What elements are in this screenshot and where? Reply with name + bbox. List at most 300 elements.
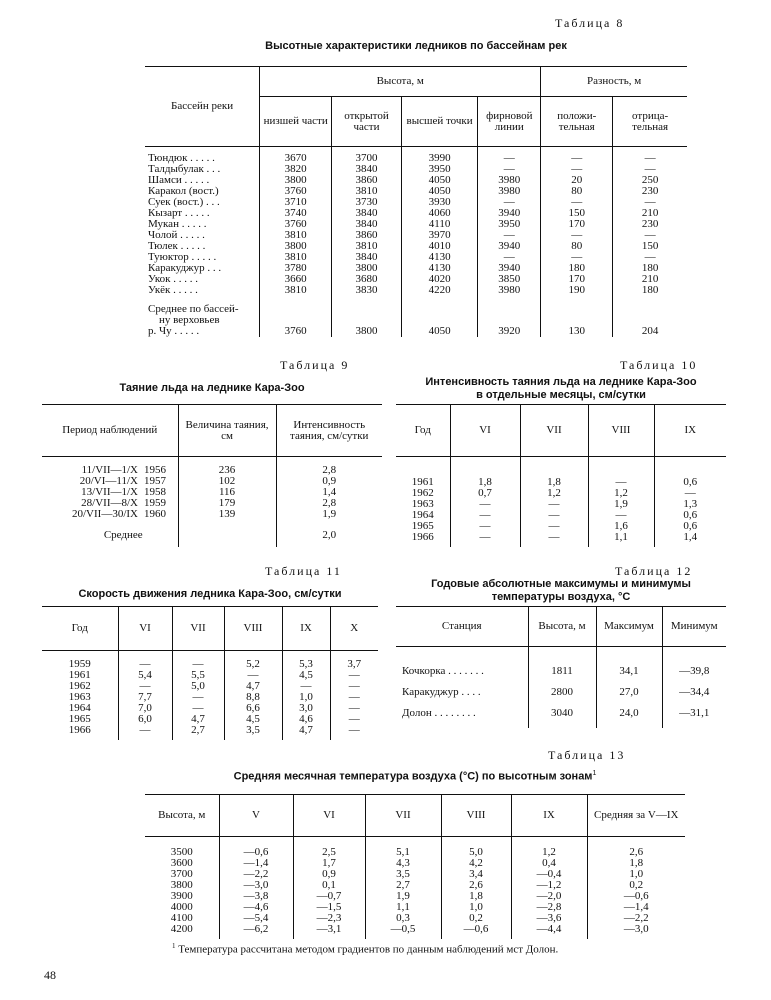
- table-cell: 1,9: [276, 509, 382, 520]
- average-cell: 2,0: [276, 530, 382, 541]
- table-cell: —34,4: [662, 682, 726, 703]
- table13-footnote: [172, 942, 632, 956]
- row-label: 1961: [411, 475, 434, 488]
- basin-name: Суек (вост.) . . .: [148, 195, 220, 208]
- table-cell: 1,1: [588, 532, 654, 543]
- t8-header-neg: отрица-тельная: [613, 97, 687, 147]
- table-cell: 236: [178, 465, 276, 476]
- table-cell: 3,5: [365, 869, 441, 880]
- table-row: [42, 465, 382, 476]
- row-label: 3500: [170, 845, 193, 858]
- period-dates: 11/VII—1/X: [81, 463, 138, 476]
- table-cell: —: [330, 725, 378, 736]
- t8-header-pos: положи-тельная: [541, 97, 613, 147]
- table11-title: Скорость движения ледника Кара-Зоо, см/сутки: [78, 588, 342, 600]
- table-cell: 1,6: [588, 521, 654, 532]
- table-cell: 1,0: [282, 692, 330, 703]
- table10-title: [396, 376, 726, 402]
- table-cell: 3830: [332, 285, 402, 296]
- table-cell: 170: [541, 219, 613, 230]
- table-cell: —0,6: [587, 891, 685, 902]
- table-cell: 8,8: [224, 692, 282, 703]
- table-cell: 5,5: [172, 670, 224, 681]
- table-cell: —: [450, 499, 520, 510]
- table-cell: —: [478, 252, 541, 263]
- table-row: [145, 241, 687, 252]
- t11-header-ix: IX: [282, 607, 330, 651]
- table-cell: 3760: [260, 186, 332, 197]
- table-row: [42, 670, 378, 681]
- table-cell: 179: [178, 498, 276, 509]
- table-cell: 5,2: [224, 659, 282, 670]
- table12-number: Таблица 12: [615, 564, 693, 578]
- row-label: Кочкорка . . . . . . .: [402, 664, 484, 677]
- t13-header-height: Высота, м: [145, 795, 219, 837]
- table-cell: 190: [541, 285, 613, 296]
- table-cell: —: [613, 164, 687, 175]
- table-cell: —0,4: [511, 869, 587, 880]
- table-cell: 3940: [478, 263, 541, 274]
- table-cell: 0,2: [441, 913, 511, 924]
- table-row: [145, 230, 687, 241]
- table-cell: 24,0: [596, 703, 662, 724]
- table10-title-line2: в отдельные месяцы, см/сутки: [476, 389, 646, 401]
- table8-number: Таблица 8: [555, 16, 625, 30]
- table13: [145, 794, 685, 939]
- basin-name: Туюктор . . . . .: [148, 250, 217, 263]
- average-label: ну верховьев: [159, 313, 220, 326]
- table13-number: Таблица 13: [548, 748, 626, 762]
- table-row: [145, 252, 687, 263]
- table-cell: 3,0: [282, 703, 330, 714]
- t8-header-open: открытой части: [332, 97, 402, 147]
- table-cell: 3810: [332, 241, 402, 252]
- t10-header-ix: IX: [654, 405, 726, 457]
- table-cell: 4110: [401, 219, 477, 230]
- table-cell: 1,1: [365, 902, 441, 913]
- table-cell: 1,9: [365, 891, 441, 902]
- table-cell: 0,3: [365, 913, 441, 924]
- table-cell: 4020: [401, 274, 477, 285]
- table-cell: —3,1: [293, 924, 365, 935]
- table-row: [145, 847, 685, 858]
- t10-header-viii: VIII: [588, 405, 654, 457]
- table-row: [145, 913, 685, 924]
- table-row: [145, 274, 687, 285]
- table-row-average: [145, 326, 687, 337]
- table-row: [42, 476, 382, 487]
- table-cell: —: [520, 499, 588, 510]
- t9-header-period: Период наблюдений: [42, 405, 178, 457]
- t13-header-mean: Средняя за V—IX: [587, 795, 685, 837]
- table-cell: 1,2: [588, 488, 654, 499]
- table-row: [145, 924, 685, 935]
- table-cell: 1,8: [587, 858, 685, 869]
- row-label: 4000: [170, 900, 193, 913]
- table12: [396, 606, 726, 728]
- table-cell: —: [541, 164, 613, 175]
- basin-name: Чолой . . . . .: [148, 228, 205, 241]
- table-row: [42, 487, 382, 498]
- t11-header-vi: VI: [118, 607, 172, 651]
- table-cell: —31,1: [662, 703, 726, 724]
- footnote-text: Температура рассчитана методом градиентов по данным наблюдений мст Долон.: [178, 943, 559, 956]
- row-label: 1959: [68, 657, 91, 670]
- table-cell: 3040: [528, 703, 596, 724]
- table-cell: —: [282, 681, 330, 692]
- table-cell: —: [450, 521, 520, 532]
- table-cell: 1,7: [293, 858, 365, 869]
- t8-header-low: низшей части: [260, 97, 332, 147]
- table-cell: 170: [541, 274, 613, 285]
- table-cell: 180: [541, 263, 613, 274]
- average-cell: 3800: [332, 326, 402, 337]
- t13-header-viii: VIII: [441, 795, 511, 837]
- table-cell: 0,4: [511, 858, 587, 869]
- row-label: 1963: [68, 690, 91, 703]
- table-cell: —39,8: [662, 661, 726, 682]
- table-cell: —0,6: [441, 924, 511, 935]
- period-year: 1960: [144, 507, 166, 520]
- table-cell: —: [118, 659, 172, 670]
- period-cell: [42, 498, 178, 509]
- row-label: Долон . . . . . . . .: [402, 706, 476, 719]
- t9-header-int: Интенсивность таяния, см/сутки: [276, 405, 382, 457]
- table-cell: —: [613, 252, 687, 263]
- table-row: [145, 880, 685, 891]
- table-cell: 2,8: [276, 498, 382, 509]
- table-cell: —3,6: [511, 913, 587, 924]
- table-cell: 210: [613, 208, 687, 219]
- table-cell: —: [330, 681, 378, 692]
- table-cell: 4130: [401, 263, 477, 274]
- table-cell: 150: [613, 241, 687, 252]
- period-cell: [42, 487, 178, 498]
- table-cell: 0,1: [293, 880, 365, 891]
- table-cell: 0,6: [654, 510, 726, 521]
- table-cell: —4,6: [219, 902, 293, 913]
- table-cell: 1,3: [654, 499, 726, 510]
- table-cell: 2,6: [587, 847, 685, 858]
- table-row: [42, 498, 382, 509]
- table-cell: 0,7: [450, 488, 520, 499]
- table13-title-footnote-mark: 1: [592, 770, 597, 777]
- table-cell: 3940: [478, 208, 541, 219]
- table-cell: 5,1: [365, 847, 441, 858]
- table-cell: 1,9: [588, 499, 654, 510]
- table-row: [396, 488, 726, 499]
- row-label: 1963: [411, 497, 434, 510]
- table-cell: 3980: [478, 285, 541, 296]
- table-cell: —6,2: [219, 924, 293, 935]
- table-cell: —1,4: [219, 858, 293, 869]
- table-cell: —: [478, 164, 541, 175]
- table-cell: 139: [178, 509, 276, 520]
- table-cell: 3860: [332, 175, 402, 186]
- row-label: Каракуджур . . . .: [402, 685, 481, 698]
- table-cell: 102: [178, 476, 276, 487]
- table-cell: 0,2: [587, 880, 685, 891]
- table-cell: 80: [541, 186, 613, 197]
- table-cell: 5,4: [118, 670, 172, 681]
- table-row: [145, 263, 687, 274]
- table-cell: 2,7: [172, 725, 224, 736]
- table-cell: 3660: [260, 274, 332, 285]
- table9: [42, 404, 382, 547]
- table-cell: 230: [613, 219, 687, 230]
- table12-title: [396, 578, 726, 604]
- table-row: [145, 285, 687, 296]
- row-label: 3700: [170, 867, 193, 880]
- row-label: 1962: [68, 679, 91, 692]
- table-cell: 1,4: [654, 532, 726, 543]
- average-cell: 4050: [401, 326, 477, 337]
- table-cell: 4220: [401, 285, 477, 296]
- table8-title: Высотные характеристики ледников по бассейнам рек: [265, 40, 567, 52]
- table-cell: —: [588, 477, 654, 488]
- table-cell: —1,2: [511, 880, 587, 891]
- row-label: 3800: [170, 878, 193, 891]
- t13-header-vii: VII: [365, 795, 441, 837]
- table-row: [145, 902, 685, 913]
- footnote-mark: 1: [172, 942, 176, 950]
- table-cell: —1,4: [587, 902, 685, 913]
- table-cell: 4,3: [365, 858, 441, 869]
- t8-header-high: высшей точки: [401, 97, 477, 147]
- row-label: 1961: [68, 668, 91, 681]
- table-cell: 3780: [260, 263, 332, 274]
- table-cell: 230: [613, 186, 687, 197]
- period-dates: 20/VI—11/X: [79, 474, 138, 487]
- basin-name: Каракуджур . . .: [148, 261, 222, 274]
- table-cell: —2,2: [219, 869, 293, 880]
- row-label: 4100: [170, 911, 193, 924]
- table-cell: 1,0: [587, 869, 685, 880]
- table-row: [396, 521, 726, 532]
- table-cell: 3730: [332, 197, 402, 208]
- table-cell: 3860: [332, 230, 402, 241]
- table-cell: 3940: [478, 241, 541, 252]
- table-cell: 3800: [332, 263, 402, 274]
- table-cell: 3710: [260, 197, 332, 208]
- table-cell: 6,6: [224, 703, 282, 714]
- table-cell: 6,0: [118, 714, 172, 725]
- period-cell: [42, 476, 178, 487]
- table-cell: 4130: [401, 252, 477, 263]
- table10-title-line1: Интенсивность таяния льда на леднике Кара-Зоо: [425, 376, 697, 388]
- table-row: [42, 681, 378, 692]
- table-cell: 1,8: [520, 477, 588, 488]
- table-cell: 250: [613, 175, 687, 186]
- basin-name: Шамси . . . . .: [148, 173, 210, 186]
- basin-name: Кызарт . . . . .: [148, 206, 210, 219]
- table-cell: 1,0: [441, 902, 511, 913]
- t12-header-station: Станция: [396, 607, 528, 647]
- table-row: [145, 208, 687, 219]
- table-cell: 3800: [260, 241, 332, 252]
- table-cell: 3970: [401, 230, 477, 241]
- table-cell: 3,4: [441, 869, 511, 880]
- table-cell: —2,0: [511, 891, 587, 902]
- table-cell: 80: [541, 241, 613, 252]
- table-cell: —2,2: [587, 913, 685, 924]
- table11-number: Таблица 11: [265, 564, 342, 578]
- table-cell: —: [330, 692, 378, 703]
- table-cell: —: [118, 681, 172, 692]
- table-cell: 3980: [478, 175, 541, 186]
- table-row-average: [145, 315, 687, 326]
- page-number: 48: [44, 968, 56, 982]
- table9-number: Таблица 9: [280, 358, 350, 372]
- table-row: [145, 186, 687, 197]
- table-cell: —: [330, 714, 378, 725]
- average-cell: 3920: [478, 326, 541, 337]
- table-cell: 3840: [332, 252, 402, 263]
- t13-header-v: V: [219, 795, 293, 837]
- table-cell: 3,5: [224, 725, 282, 736]
- table-cell: 0,6: [654, 521, 726, 532]
- table-cell: 3680: [332, 274, 402, 285]
- table-cell: —: [478, 230, 541, 241]
- t13-header-vi: VI: [293, 795, 365, 837]
- t12-header-min: Минимум: [662, 607, 726, 647]
- table-row: [396, 499, 726, 510]
- table12-title-line2: температуры воздуха, °С: [491, 591, 631, 603]
- table-cell: 3810: [260, 252, 332, 263]
- t8-header-diff: Разность, м: [541, 67, 687, 97]
- table13-title: [145, 770, 685, 783]
- table-row: [145, 197, 687, 208]
- table-cell: —: [588, 510, 654, 521]
- t12-header-height: Высота, м: [528, 607, 596, 647]
- table-cell: 1,2: [511, 847, 587, 858]
- table-cell: —3,0: [587, 924, 685, 935]
- table-cell: 7,0: [118, 703, 172, 714]
- table-cell: 3840: [332, 208, 402, 219]
- table-cell: 116: [178, 487, 276, 498]
- table-cell: 3950: [401, 164, 477, 175]
- table-cell: —: [520, 510, 588, 521]
- row-label: 1964: [411, 508, 434, 521]
- table-cell: —: [613, 153, 687, 164]
- table-cell: 3800: [260, 175, 332, 186]
- table-cell: 2,5: [293, 847, 365, 858]
- table-row-average: [145, 304, 687, 315]
- table10: [396, 404, 726, 547]
- table-cell: —0,7: [293, 891, 365, 902]
- table-cell: —: [172, 703, 224, 714]
- t11-header-viii: VIII: [224, 607, 282, 651]
- table-cell: —: [330, 703, 378, 714]
- table-cell: 4050: [401, 175, 477, 186]
- table-row: [145, 153, 687, 164]
- table-cell: 3990: [401, 153, 477, 164]
- table-cell: —5,4: [219, 913, 293, 924]
- table-row: [396, 532, 726, 543]
- table-cell: 0,6: [654, 477, 726, 488]
- table-cell: 180: [613, 285, 687, 296]
- table-cell: 4,6: [282, 714, 330, 725]
- table-cell: —: [541, 230, 613, 241]
- table-cell: —: [541, 153, 613, 164]
- table-cell: 3810: [332, 186, 402, 197]
- table-row-average: [42, 530, 382, 541]
- table-row: [42, 714, 378, 725]
- row-label: 1966: [411, 530, 434, 543]
- table-cell: —: [613, 197, 687, 208]
- table-cell: 27,0: [596, 682, 662, 703]
- table-cell: 7,7: [118, 692, 172, 703]
- table-cell: 5,3: [282, 659, 330, 670]
- table-cell: 3930: [401, 197, 477, 208]
- table-cell: —: [613, 230, 687, 241]
- row-label: 1964: [68, 701, 91, 714]
- table13-title-text: Средняя месячная температура воздуха (°С) по высотным зонам: [233, 770, 593, 783]
- table-cell: —2,8: [511, 902, 587, 913]
- table-cell: 4060: [401, 208, 477, 219]
- table-cell: —: [172, 659, 224, 670]
- table-cell: 34,1: [596, 661, 662, 682]
- table-row: [145, 869, 685, 880]
- t8-header-basin: Бассейн реки: [145, 67, 260, 147]
- table-cell: 4050: [401, 186, 477, 197]
- table-cell: 3980: [478, 186, 541, 197]
- table-cell: 2,7: [365, 880, 441, 891]
- table-cell: 1,4: [276, 487, 382, 498]
- table-row: [396, 682, 726, 703]
- row-label: 3900: [170, 889, 193, 902]
- basin-name: Укёк . . . . .: [148, 283, 198, 296]
- t11-header-year: Год: [42, 607, 118, 651]
- t11-header-x: X: [330, 607, 378, 651]
- t10-header-year: Год: [396, 405, 450, 457]
- table-cell: —: [478, 197, 541, 208]
- table-cell: 5,0: [172, 681, 224, 692]
- table-row: [42, 509, 382, 520]
- table12-title-line1: Годовые абсолютные максимумы и минимумы: [431, 578, 691, 590]
- t8-header-firn: фирновой линии: [478, 97, 541, 147]
- table-cell: 3810: [260, 285, 332, 296]
- table-row: [145, 219, 687, 230]
- table-cell: —: [172, 692, 224, 703]
- table-cell: —3,8: [219, 891, 293, 902]
- table-cell: 2,8: [276, 465, 382, 476]
- table-cell: —0,5: [365, 924, 441, 935]
- table-row: [42, 692, 378, 703]
- table-cell: 3820: [260, 164, 332, 175]
- period-year: 1959: [144, 496, 166, 509]
- table-cell: 3700: [332, 153, 402, 164]
- table-cell: —: [520, 521, 588, 532]
- period-cell: [42, 465, 178, 476]
- period-dates: 13/VII—1/X: [81, 485, 138, 498]
- t8-header-height: Высота, м: [260, 67, 541, 97]
- table-cell: —: [118, 725, 172, 736]
- table-cell: 3,7: [330, 659, 378, 670]
- table-cell: —: [520, 532, 588, 543]
- table-cell: 1,8: [441, 891, 511, 902]
- row-label: 1965: [411, 519, 434, 532]
- table9-title: Таяние льда на леднике Кара-Зоо: [119, 382, 305, 394]
- table-row: [145, 891, 685, 902]
- t9-header-mag: Величина таяния, см: [178, 405, 276, 457]
- period-year: 1958: [144, 485, 166, 498]
- table-cell: 3840: [332, 164, 402, 175]
- table-cell: —: [541, 197, 613, 208]
- table-cell: 20: [541, 175, 613, 186]
- row-label: 1962: [411, 486, 434, 499]
- average-label: Среднее по бассей-: [148, 302, 239, 315]
